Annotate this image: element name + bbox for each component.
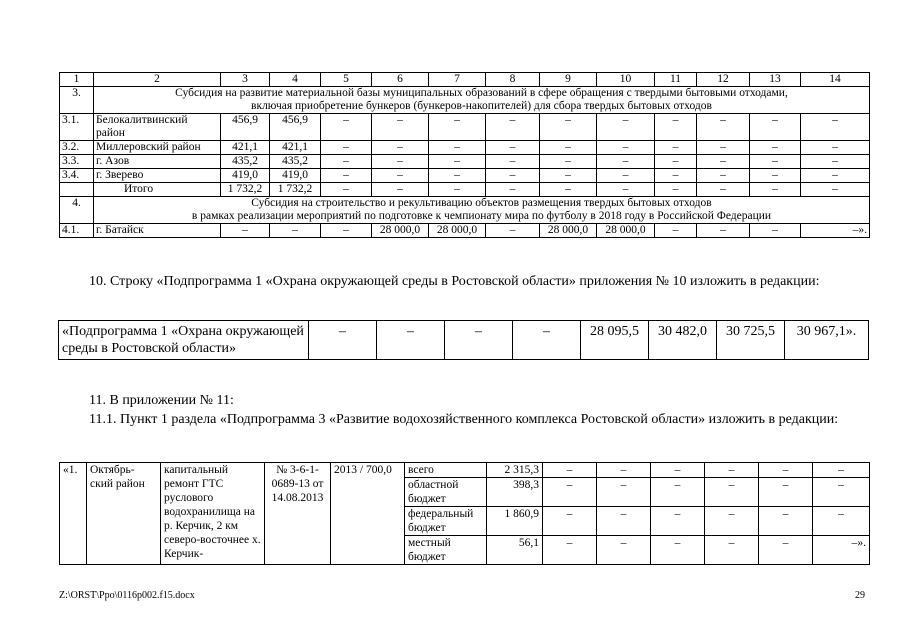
cell: – — [429, 183, 486, 197]
cell: – — [705, 536, 759, 565]
row-value: 435,2 — [270, 155, 321, 169]
cell: – — [543, 536, 597, 565]
section-number: 4. — [60, 197, 94, 224]
row-value: 419,0 — [221, 169, 270, 183]
cell: – — [597, 507, 651, 536]
table-row — [60, 155, 870, 169]
cell: – — [372, 169, 429, 183]
col-header: 2 — [94, 73, 221, 87]
cell: 28 000,0 — [597, 224, 655, 238]
col-header: 11 — [655, 73, 697, 87]
cell: – — [321, 224, 372, 238]
table-row — [60, 169, 870, 183]
row-number — [60, 183, 94, 197]
section-title-line: Субсидия на развитие материальной базы муниципальных образований в сфере обращения с твердыми бытовыми отходами, — [175, 87, 788, 99]
footer-page-number: 29 — [855, 590, 865, 601]
cell: – — [697, 224, 750, 238]
cell: 28 000,0 — [540, 224, 597, 238]
cell: – — [486, 169, 540, 183]
cell: – — [597, 183, 655, 197]
row-value: 1 732,2 — [221, 183, 270, 197]
footer-file-path: Z:\ORST\Ppo\0116p002.f15.docx — [59, 590, 195, 601]
cell: – — [597, 141, 655, 155]
year-cell: 2013 / 700,0 — [331, 463, 405, 565]
cell: – — [486, 114, 540, 141]
cell: – — [759, 507, 813, 536]
table-row — [60, 463, 870, 478]
cell: – — [597, 155, 655, 169]
cell: – — [801, 155, 870, 169]
cell: – — [540, 114, 597, 141]
row-number: 3.3. — [60, 155, 94, 169]
section-title — [94, 87, 870, 114]
cell: – — [321, 169, 372, 183]
col-header: 1 — [60, 73, 94, 87]
table-row — [60, 224, 870, 238]
row-value: 1 732,2 — [270, 183, 321, 197]
cell: – — [697, 114, 750, 141]
paragraph-11-1: 11.1. Пункт 1 раздела «Подпрограмма 3 «Развитие водохозяйственного комплекса Ростовской области» изложить в редакции: — [89, 412, 839, 427]
cell: – — [705, 478, 759, 507]
cell: – — [697, 141, 750, 155]
row-value: 435,2 — [221, 155, 270, 169]
cell: – — [372, 114, 429, 141]
cell: – — [377, 321, 445, 360]
cell: – — [270, 224, 321, 238]
col-header: 14 — [801, 73, 870, 87]
cell: – — [697, 183, 750, 197]
cell: – — [750, 114, 801, 141]
row-name: Белокалитвинский район — [94, 114, 221, 141]
cell: – — [597, 169, 655, 183]
budget-value: 2 315,3 — [487, 463, 543, 478]
cell: – — [486, 141, 540, 155]
col-header: 3 — [221, 73, 270, 87]
cell: – — [801, 169, 870, 183]
cell: – — [321, 114, 372, 141]
cell: – — [655, 114, 697, 141]
total-row — [60, 183, 870, 197]
row-name: г. Азов — [94, 155, 221, 169]
cell: – — [813, 478, 870, 507]
cell: – — [705, 507, 759, 536]
paragraph-10: 10. Строку «Подпрограмма 1 «Охрана окружающей среды в Ростовской области» приложения № 10 изложить в редакции: — [89, 274, 820, 289]
cell: – — [597, 478, 651, 507]
cell: – — [429, 114, 486, 141]
section-row — [60, 197, 870, 224]
cell: – — [651, 478, 705, 507]
cell: – — [513, 321, 581, 360]
cell: – — [750, 224, 801, 238]
budget-label: всего — [405, 463, 487, 478]
section-title-line: Субсидия на строительство и рекультивацию объектов размещения твердых бытовых отходов — [251, 197, 712, 209]
row-value: 456,9 — [270, 114, 321, 141]
object-cell: капитальный ремонт ГТС руслового водохранилища на р. Керчик, 2 км северо-восточнее х. Керчик- — [161, 463, 265, 565]
cell: – — [705, 463, 759, 478]
cell: 28 095,5 — [581, 321, 649, 360]
row-name: Итого — [94, 183, 221, 197]
cell: – — [309, 321, 377, 360]
cell: – — [759, 463, 813, 478]
cell: – — [750, 141, 801, 155]
cell: – — [543, 478, 597, 507]
row-name: Миллеровский район — [94, 141, 221, 155]
cell: – — [486, 155, 540, 169]
budget-label: областной бюджет — [405, 478, 487, 507]
row-value: 419,0 — [270, 169, 321, 183]
section-row — [60, 87, 870, 114]
section-title-line: включая приобретение бункеров (бункеров-накопителей) для сбора твердых бытовых отходов — [251, 100, 712, 112]
row-number: «1. — [60, 463, 87, 565]
col-header: 6 — [372, 73, 429, 87]
budget-table-1 — [59, 72, 870, 238]
cell: – — [655, 169, 697, 183]
cell: – — [801, 141, 870, 155]
row-value: 421,1 — [221, 141, 270, 155]
cell: – — [651, 463, 705, 478]
table-row — [60, 114, 870, 141]
section-title — [94, 197, 870, 224]
cell: 28 000,0 — [372, 224, 429, 238]
cell: – — [221, 224, 270, 238]
cell: – — [655, 141, 697, 155]
table-row — [59, 321, 869, 360]
cell: – — [813, 463, 870, 478]
row-number: 3.4. — [60, 169, 94, 183]
budget-table-3 — [59, 462, 870, 565]
col-header: 8 — [486, 73, 540, 87]
cell: – — [321, 141, 372, 155]
row-value: 421,1 — [270, 141, 321, 155]
cell: 30 967,1». — [785, 321, 869, 360]
budget-label: местный бюджет — [405, 536, 487, 565]
section-number: 3. — [60, 87, 94, 114]
row-number: 3.2. — [60, 141, 94, 155]
row-name: «Подпрограмма 1 «Охрана окружающей среды в Ростовской области» — [59, 321, 309, 360]
cell: – — [321, 155, 372, 169]
cell: – — [429, 141, 486, 155]
cell: –». — [801, 224, 870, 238]
cell: – — [486, 224, 540, 238]
budget-value: 56,1 — [487, 536, 543, 565]
cell: – — [801, 183, 870, 197]
cell: – — [655, 183, 697, 197]
cell: – — [372, 155, 429, 169]
cell: – — [651, 507, 705, 536]
cell: – — [372, 183, 429, 197]
col-header: 13 — [750, 73, 801, 87]
cell: – — [445, 321, 513, 360]
cell: – — [750, 155, 801, 169]
cell: – — [540, 155, 597, 169]
cell: – — [697, 169, 750, 183]
cell: – — [540, 169, 597, 183]
cell: – — [759, 536, 813, 565]
cell: – — [750, 169, 801, 183]
cell: – — [801, 114, 870, 141]
cell: – — [759, 478, 813, 507]
section-title-line: в рамках реализации мероприятий по подготовке к чемпионату мира по футболу в 2018 году в Российской Федерации — [191, 210, 772, 222]
row-number: 3.1. — [60, 114, 94, 141]
cell: – — [813, 507, 870, 536]
document-cell: № 3-6-1-0689-13 от 14.08.2013 — [265, 463, 331, 565]
cell: – — [372, 141, 429, 155]
row-name: г. Батайск — [94, 224, 221, 238]
col-header: 9 — [540, 73, 597, 87]
cell: 30 482,0 — [649, 321, 717, 360]
cell: – — [655, 224, 697, 238]
cell: – — [486, 183, 540, 197]
cell: – — [543, 507, 597, 536]
budget-label: федеральный бюджет — [405, 507, 487, 536]
col-header: 12 — [697, 73, 750, 87]
col-header: 5 — [321, 73, 372, 87]
budget-value: 398,3 — [487, 478, 543, 507]
cell: – — [597, 114, 655, 141]
col-header: 10 — [597, 73, 655, 87]
paragraph-11: 11. В приложении № 11: — [89, 393, 234, 408]
cell: – — [540, 183, 597, 197]
col-header: 7 — [429, 73, 486, 87]
cell: – — [543, 463, 597, 478]
cell: – — [540, 141, 597, 155]
cell: 30 725,5 — [717, 321, 785, 360]
cell: – — [750, 183, 801, 197]
col-header: 4 — [270, 73, 321, 87]
district-cell: Октябрь-ский район — [87, 463, 161, 565]
cell: –». — [813, 536, 870, 565]
cell: – — [697, 155, 750, 169]
cell: – — [651, 536, 705, 565]
budget-value: 1 860,9 — [487, 507, 543, 536]
cell: – — [655, 155, 697, 169]
cell: 28 000,0 — [429, 224, 486, 238]
cell: – — [321, 183, 372, 197]
cell: – — [429, 169, 486, 183]
budget-table-2 — [58, 320, 869, 360]
header-row — [60, 73, 870, 87]
cell: – — [597, 463, 651, 478]
row-name: г. Зверево — [94, 169, 221, 183]
cell: – — [597, 536, 651, 565]
table-row — [60, 141, 870, 155]
row-value: 456,9 — [221, 114, 270, 141]
cell: – — [429, 155, 486, 169]
row-number: 4.1. — [60, 224, 94, 238]
